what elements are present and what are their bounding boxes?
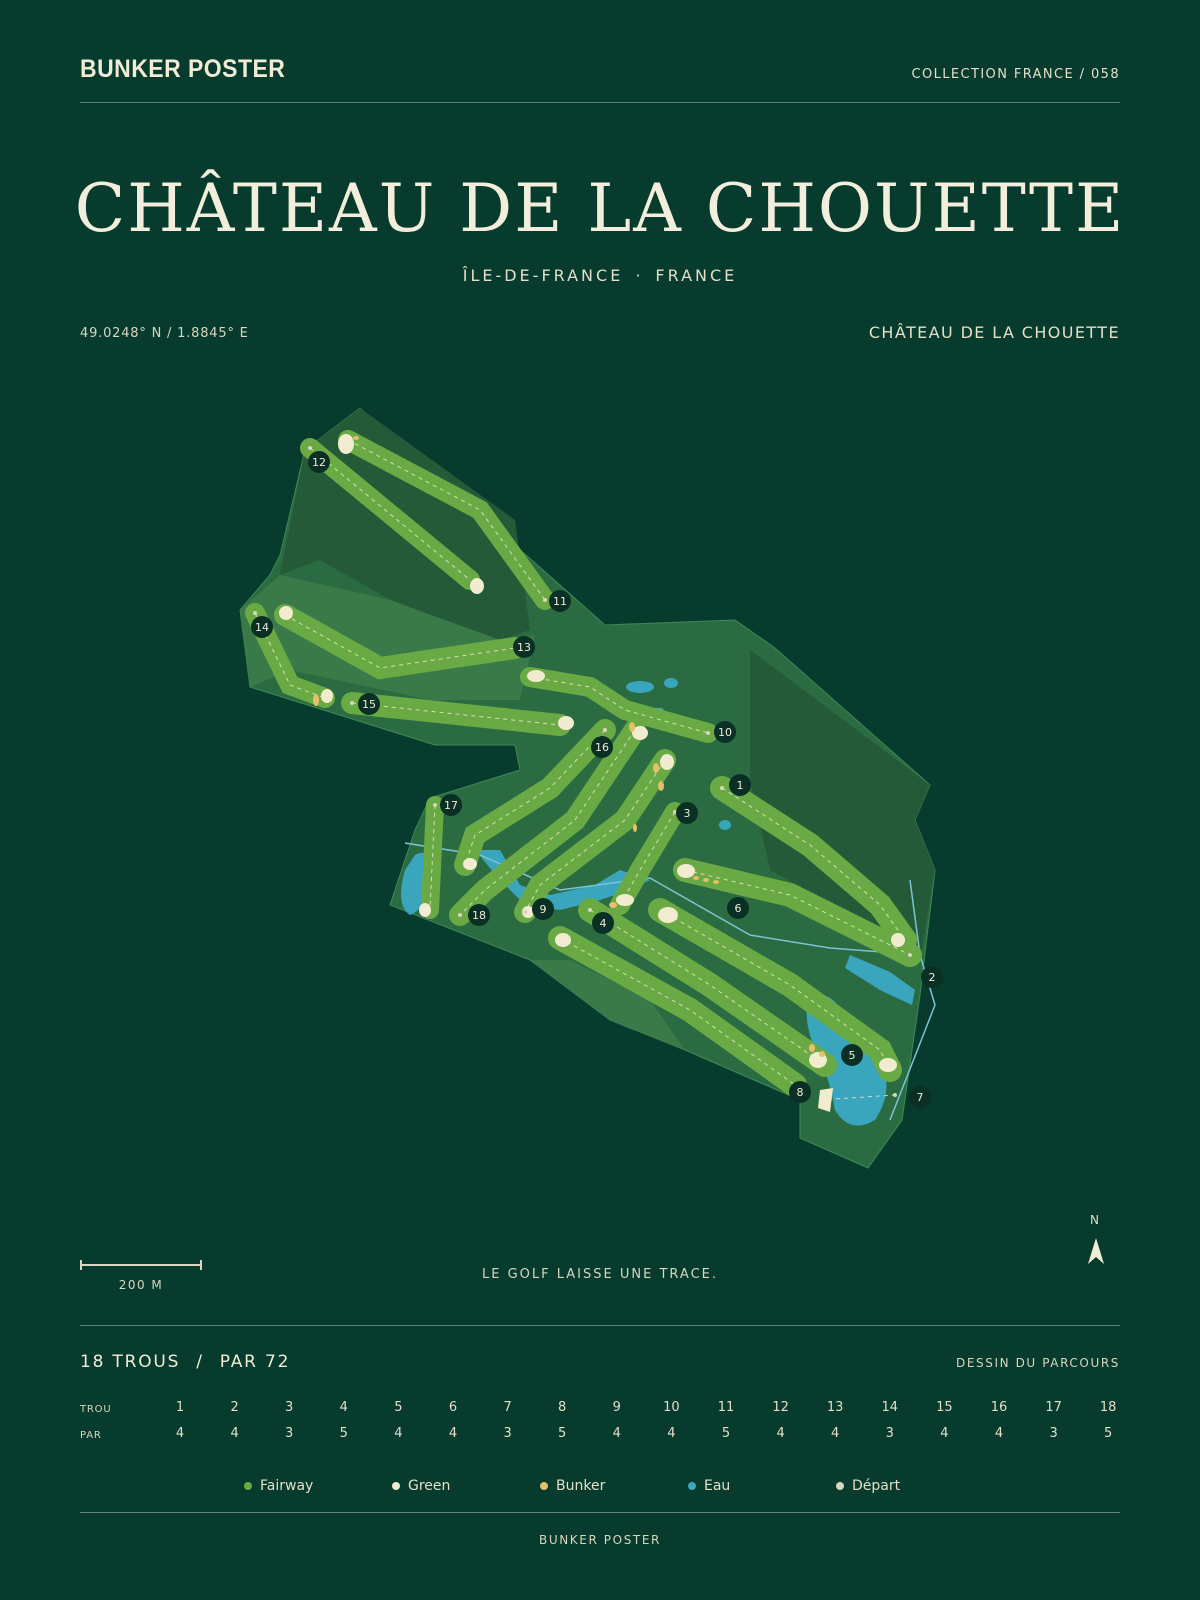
- hole-badge-16: [591, 736, 613, 758]
- scorecard-par-value: 4: [831, 1426, 840, 1441]
- scorecard-hole-number: 1: [175, 1400, 185, 1415]
- scale-label: 200 M: [118, 1278, 164, 1292]
- region-name: ÎLE-DE-FRANCE: [462, 266, 624, 285]
- scorecard-par-label: PAR: [80, 1430, 102, 1441]
- hole-badge-11: [549, 590, 571, 612]
- svg-text:5: 5: [848, 1049, 856, 1062]
- scorecard-par-value: 4: [940, 1426, 949, 1441]
- legend-label: Bunker: [556, 1478, 606, 1494]
- svg-text:6: 6: [734, 902, 742, 915]
- svg-text:11: 11: [553, 595, 567, 608]
- legend-swatch-icon: [244, 1482, 252, 1490]
- hole-badge-6: [727, 897, 749, 919]
- svg-text:14: 14: [255, 621, 269, 634]
- scale-bar: [80, 1264, 202, 1266]
- scorecard-hole-number: 16: [990, 1400, 1008, 1415]
- legend-label: Départ: [852, 1478, 901, 1494]
- legend-label: Green: [408, 1478, 451, 1494]
- hole-badge-1: [729, 774, 751, 796]
- header-divider: [80, 102, 1120, 103]
- hole-badge-3: [676, 802, 698, 824]
- hole-badge-9: [532, 898, 554, 920]
- collection-label: COLLECTION FRANCE / 058: [911, 67, 1120, 82]
- hole-badge-18: [468, 904, 490, 926]
- legend-swatch-icon: [688, 1482, 696, 1490]
- course-title: CHÂTEAU DE LA CHOUETTE: [74, 170, 1126, 247]
- water-hazard: [626, 681, 654, 693]
- water-hazard: [664, 678, 678, 688]
- hole-badge-7: [909, 1086, 931, 1108]
- legend-item: [392, 1478, 450, 1494]
- country-name: FRANCE: [655, 266, 738, 285]
- svg-text:13: 13: [517, 641, 531, 654]
- course-summary: [80, 1352, 290, 1372]
- legend-swatch-icon: [392, 1482, 400, 1490]
- scorecard-par-value: 5: [1104, 1426, 1113, 1441]
- scorecard-hole-number: 11: [717, 1400, 735, 1415]
- svg-text:4: 4: [599, 917, 607, 930]
- scorecard-hole-number: 9: [612, 1400, 621, 1415]
- scorecard-hole-number: 6: [448, 1400, 458, 1415]
- course-name-small: CHÂTEAU DE LA CHOUETTE: [868, 323, 1120, 342]
- hole-badge-13: [513, 636, 535, 658]
- hole-badge-14: [251, 616, 273, 638]
- legend-item: [836, 1478, 900, 1494]
- scorecard-par-value: 3: [1049, 1426, 1058, 1441]
- svg-text:12: 12: [312, 456, 326, 469]
- scorecard-hole-number: 5: [394, 1400, 403, 1415]
- scorecard-par-value: 5: [558, 1426, 567, 1441]
- svg-text:10: 10: [718, 726, 732, 739]
- north-arrow-icon: [1088, 1238, 1104, 1266]
- course-par: PAR 72: [219, 1352, 291, 1372]
- footer-divider: [80, 1512, 1120, 1513]
- svg-text:9: 9: [539, 903, 547, 916]
- course-map: [230, 400, 970, 1200]
- svg-text:8: 8: [796, 1086, 804, 1099]
- hole-badge-2: [921, 966, 943, 988]
- scorecard-par-value: 4: [776, 1426, 785, 1441]
- hole-badge-12: [308, 451, 330, 473]
- hole-badge-5: [841, 1044, 863, 1066]
- scorecard-par-value: 3: [503, 1426, 512, 1441]
- legend-swatch-icon: [540, 1482, 548, 1490]
- water-hazard: [719, 820, 731, 830]
- scorecard-par-value: 4: [394, 1426, 403, 1441]
- hole-badge-15: [358, 693, 380, 715]
- svg-text:18: 18: [472, 909, 486, 922]
- scorecard-par-value: 4: [612, 1426, 621, 1441]
- scorecard-hole-number: 14: [881, 1400, 899, 1415]
- hole-badge-10: [714, 721, 736, 743]
- north-label: N: [1090, 1213, 1099, 1227]
- region-separator: ·: [635, 266, 644, 285]
- scorecard-par-value: 4: [448, 1426, 458, 1441]
- scorecard-par-value: 4: [175, 1426, 185, 1441]
- svg-text:2: 2: [928, 971, 936, 984]
- scorecard-hole-number: 7: [503, 1400, 512, 1415]
- scorecard-hole-number: 4: [339, 1400, 348, 1415]
- scorecard-par-value: 4: [230, 1426, 239, 1441]
- course-region: [0, 266, 1200, 285]
- legend-item: [244, 1478, 313, 1494]
- footer-brand: BUNKER POSTER: [539, 1533, 661, 1547]
- svg-text:16: 16: [595, 741, 609, 754]
- svg-text:15: 15: [362, 698, 376, 711]
- scorecard-par-value: 4: [994, 1426, 1004, 1441]
- legend-label: Fairway: [260, 1478, 314, 1494]
- legend-swatch-icon: [836, 1482, 844, 1490]
- tagline: LE GOLF LAISSE UNE TRACE.: [482, 1267, 718, 1282]
- hole-badge-4: [592, 912, 614, 934]
- holes-count: 18 TROUS: [80, 1352, 181, 1372]
- svg-text:3: 3: [683, 807, 691, 820]
- scorecard-hole-number: 18: [1099, 1400, 1117, 1415]
- scorecard-hole-number: 12: [772, 1400, 789, 1415]
- brand-logo: BUNKER POSTER: [80, 55, 286, 83]
- scorecard-par-value: 5: [721, 1426, 731, 1441]
- scorecard-par-value: 4: [667, 1426, 676, 1441]
- coordinates: 49.0248° N / 1.8845° E: [80, 326, 249, 341]
- hole-badge-17: [440, 794, 462, 816]
- scorecard-hole-number: 2: [230, 1400, 239, 1415]
- scorecard-hole-number: 3: [285, 1400, 294, 1415]
- scorecard-hole-number: 13: [826, 1400, 844, 1415]
- summary-separator: /: [196, 1352, 204, 1372]
- svg-text:17: 17: [444, 799, 458, 812]
- scorecard-hole-number: 10: [663, 1400, 680, 1415]
- hole-badge-8: [789, 1081, 811, 1103]
- scorecard-par-value: 5: [339, 1426, 348, 1441]
- scorecard-hole-number: 8: [558, 1400, 567, 1415]
- legend-label: Eau: [704, 1478, 731, 1494]
- legend-item: [540, 1478, 605, 1494]
- legend-item: [688, 1478, 730, 1494]
- svg-text:1: 1: [736, 779, 744, 792]
- scorecard-hole-number: 15: [936, 1400, 953, 1415]
- drawing-label: DESSIN DU PARCOURS: [955, 1356, 1120, 1370]
- scorecard-hole-number: 17: [1045, 1400, 1062, 1415]
- scorecard-par-value: 3: [285, 1426, 294, 1441]
- scorecard-par-value: 3: [885, 1426, 894, 1441]
- svg-text:7: 7: [916, 1091, 924, 1104]
- scorecard-hole-label: TROU: [80, 1404, 112, 1415]
- summary-divider: [80, 1325, 1120, 1326]
